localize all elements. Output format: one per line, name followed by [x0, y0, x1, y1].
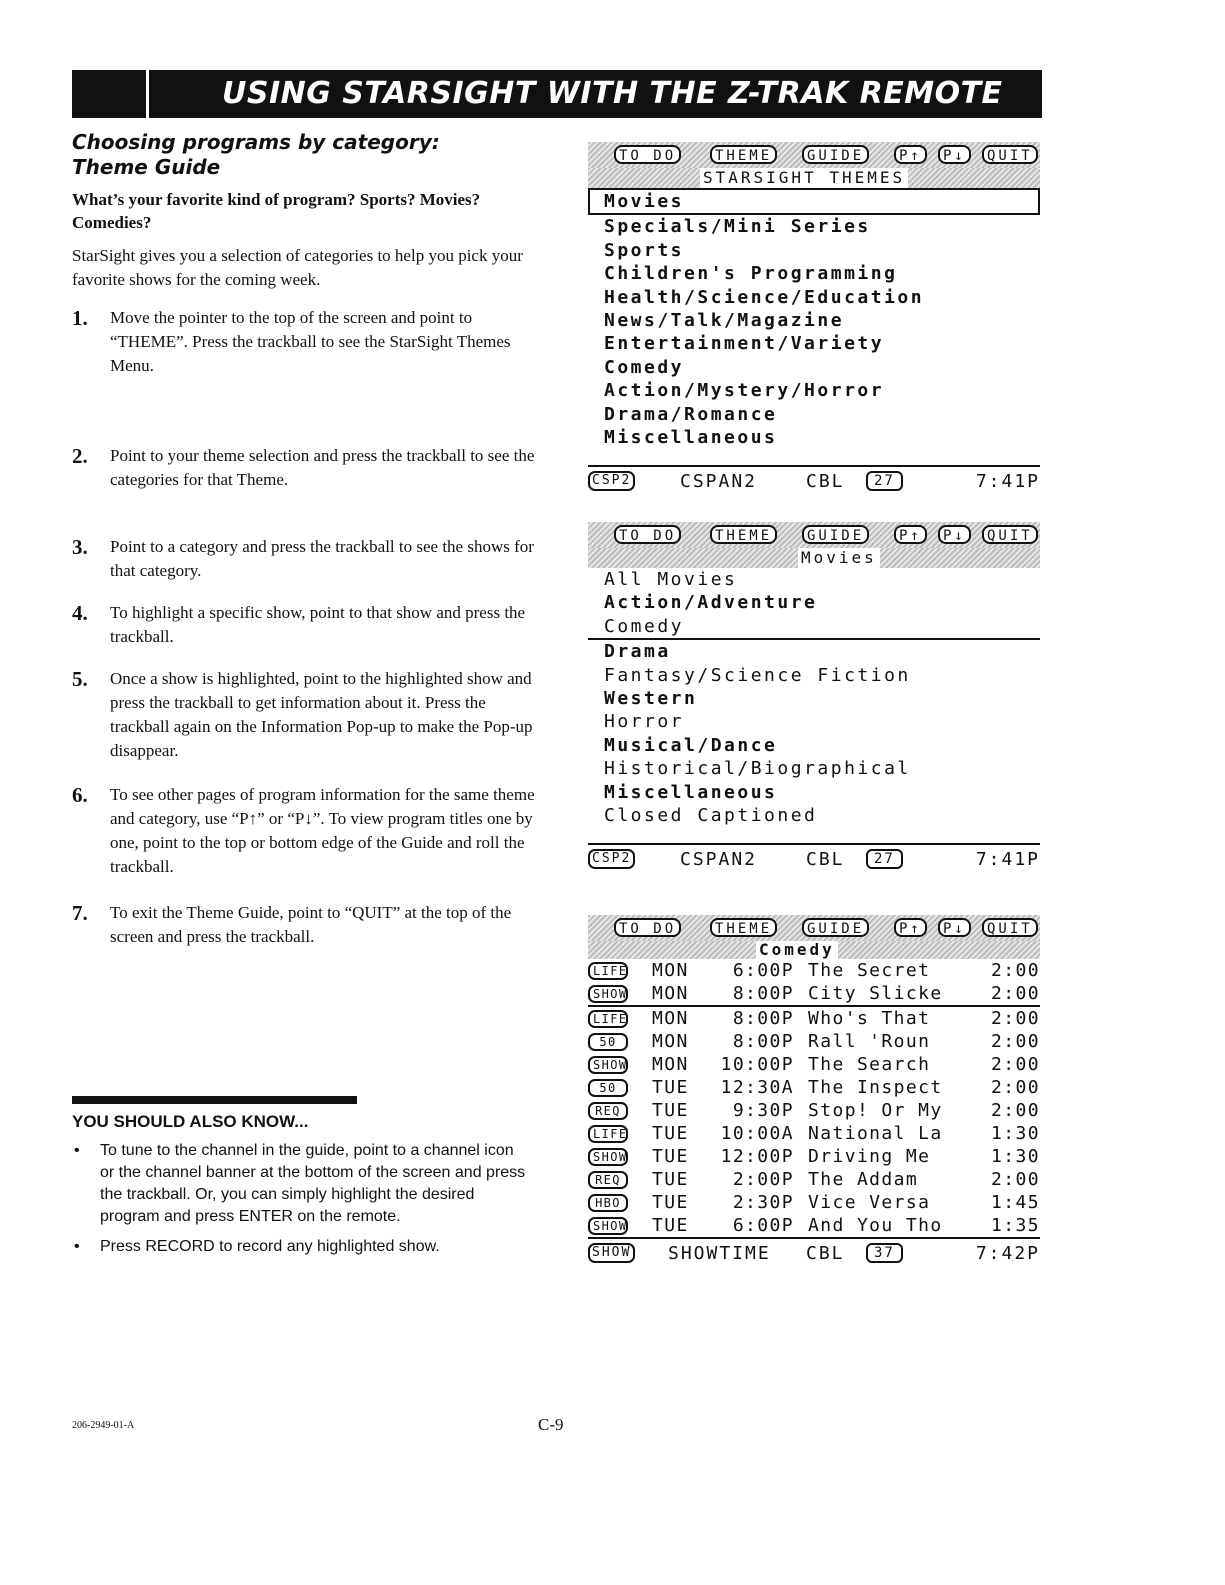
program-day: TUE [652, 1123, 689, 1144]
cable-label: CBL [806, 471, 845, 493]
program-time: 6:00P [732, 960, 794, 981]
clock: 7:41P [975, 471, 1040, 493]
step-3 [72, 535, 542, 583]
step-number: 5. [72, 667, 88, 691]
menu-bar [588, 915, 1040, 941]
program-duration: 1:45 [991, 1192, 1040, 1213]
list-item-text: Press RECORD to record any highlighted show. [100, 1238, 440, 1255]
theme-item[interactable]: News/Talk/Magazine [604, 310, 845, 332]
category-item[interactable]: Musical/Dance [604, 734, 778, 756]
table-row[interactable] [588, 1053, 1040, 1076]
table-row[interactable] [588, 1007, 1040, 1030]
step-text: To exit the Theme Guide, point to “QUIT” at the top of the screen and press the trackball. [110, 903, 512, 946]
guide-button[interactable]: GUIDE [802, 525, 869, 544]
program-title: The Search [808, 1054, 931, 1075]
channel-icon[interactable]: SHOW [588, 985, 628, 1003]
step-text: Move the pointer to the top of the screen and point to “THEME”. Press the trackball to see the StarSight Themes Menu. [110, 308, 511, 375]
step-text: Point to your theme selection and press the trackball to see the categories for that Theme. [110, 446, 535, 489]
program-time: 2:30P [732, 1192, 794, 1213]
menu-bar [588, 142, 1040, 168]
program-duration: 1:30 [991, 1123, 1040, 1144]
table-row[interactable] [588, 1191, 1040, 1214]
quit-button[interactable]: QUIT [982, 918, 1038, 937]
program-title: The Addam [808, 1169, 919, 1190]
step-number: 7. [72, 901, 88, 925]
step-text: Point to a category and press the trackball to see the shows for that category. [110, 537, 534, 580]
step-6 [72, 783, 542, 879]
theme-item[interactable]: Miscellaneous [604, 427, 778, 449]
program-duration: 2:00 [991, 1031, 1040, 1052]
program-day: MON [652, 1031, 689, 1052]
program-day: TUE [652, 1192, 689, 1213]
section-heading-line1: Choosing programs by category: [72, 130, 440, 154]
section-heading-line2: Theme Guide [72, 155, 221, 179]
section-intro [72, 130, 542, 292]
screen-title: Comedy [756, 941, 838, 959]
channel-icon[interactable]: LIFE [588, 1010, 628, 1028]
list-item [72, 1236, 532, 1258]
page-banner [72, 70, 1042, 118]
program-day: MON [652, 983, 689, 1004]
channel-icon[interactable]: HBO [588, 1194, 628, 1212]
page-number: C-9 [538, 1415, 564, 1434]
theme-item[interactable]: Specials/Mini Series [604, 216, 871, 238]
program-list [588, 959, 1040, 1239]
know-divider [72, 1096, 357, 1104]
table-row[interactable] [588, 1076, 1040, 1099]
program-title: The Inspect [808, 1077, 943, 1098]
channel-number: 27 [866, 471, 903, 491]
list-item-text: To tune to the channel in the guide, point to a channel icon or the channel banner at the bottom of the screen and press the trackball. Or, you can simply highlight the desired program and press ENTER on the remote. [100, 1142, 526, 1225]
page-title: USING STARSIGHT WITH THE Z-TRAK REMOTE [222, 76, 1003, 111]
step-5 [72, 667, 542, 763]
table-row[interactable] [588, 959, 1040, 982]
channel-name: CSPAN2 [680, 471, 758, 493]
bullet: • [74, 1142, 80, 1159]
movies-screen [588, 522, 1040, 875]
section-question: What’s your favorite kind of program? Sports? Movies? Comedies? [72, 190, 481, 232]
program-title: And You Tho [808, 1215, 943, 1236]
theme-item[interactable]: Children's Programming [604, 263, 898, 285]
step-number: 3. [72, 535, 88, 559]
program-duration: 2:00 [991, 960, 1040, 981]
program-time: 8:00P [732, 1008, 794, 1029]
channel-icon[interactable]: CSP2 [588, 471, 635, 491]
step-1 [72, 306, 542, 378]
theme-button[interactable]: THEME [710, 145, 777, 164]
program-title: National La [808, 1123, 943, 1144]
program-title: Who's That [808, 1008, 931, 1029]
program-time: 2:00P [732, 1169, 794, 1190]
category-item[interactable]: Miscellaneous [604, 781, 778, 803]
screen-title-bar [588, 941, 1040, 959]
page-down-button[interactable]: P↓ [938, 525, 971, 544]
document-code: 206-2949-01-A [72, 1420, 135, 1431]
cable-label: CBL [806, 1243, 845, 1264]
program-time: 8:00P [732, 1031, 794, 1052]
menu-bar [588, 522, 1040, 548]
theme-item[interactable]: Sports [604, 239, 685, 261]
program-day: MON [652, 1008, 689, 1029]
channel-icon[interactable]: REQ [588, 1102, 628, 1120]
channel-number: 27 [866, 849, 903, 869]
program-time: 6:00P [732, 1215, 794, 1236]
table-row[interactable] [588, 1099, 1040, 1122]
category-item[interactable]: Western [604, 688, 698, 710]
channel-icon[interactable]: SHOW [588, 1056, 628, 1074]
program-title: Stop! Or My [808, 1100, 943, 1121]
comedy-listing-screen [588, 915, 1040, 1263]
step-text: To highlight a specific show, point to that show and press the trackball. [110, 603, 526, 646]
theme-item[interactable]: Comedy [604, 356, 685, 378]
category-item[interactable]: Fantasy/Science Fiction [604, 664, 911, 686]
program-time: 12:30A [720, 1077, 794, 1098]
table-row[interactable] [588, 1122, 1040, 1145]
category-item[interactable]: Historical/Biographical [604, 758, 911, 780]
channel-icon[interactable]: 50 [588, 1033, 628, 1051]
program-day: MON [652, 1054, 689, 1075]
step-2 [72, 444, 542, 492]
screen-title-bar [588, 168, 1040, 188]
banner-divider [146, 70, 149, 118]
todo-button[interactable]: TO DO [614, 918, 681, 937]
guide-button[interactable]: GUIDE [802, 145, 869, 164]
program-title: The Secret [808, 960, 931, 981]
program-time: 10:00P [720, 1054, 794, 1075]
channel-icon[interactable]: LIFE [588, 962, 628, 980]
page-up-button[interactable]: P↑ [894, 918, 927, 937]
screen-title-bar [588, 548, 1040, 568]
list-item [72, 1140, 532, 1228]
quit-button[interactable]: QUIT [982, 525, 1038, 544]
program-duration: 2:00 [991, 1169, 1040, 1190]
program-day: TUE [652, 1169, 689, 1190]
step-7 [72, 901, 542, 949]
theme-button[interactable]: THEME [710, 918, 777, 937]
clock: 7:41P [975, 849, 1040, 871]
program-duration: 1:35 [991, 1215, 1040, 1236]
channel-icon[interactable]: 50 [588, 1079, 628, 1097]
know-list [72, 1140, 532, 1266]
step-text: Once a show is highlighted, point to the highlighted show and press the trackball to get information about it. Press the trackball again on the Information Pop-up to make the Pop-up disappear. [110, 669, 533, 760]
program-duration: 1:30 [991, 1146, 1040, 1167]
step-4 [72, 601, 542, 649]
screen-title: STARSIGHT THEMES [700, 168, 908, 188]
category-item[interactable]: Drama [604, 641, 671, 663]
program-time: 10:00A [720, 1123, 794, 1144]
channel-banner[interactable] [588, 465, 1040, 497]
program-title: Driving Me [808, 1146, 931, 1167]
page-down-button[interactable]: P↓ [938, 145, 971, 164]
theme-item[interactable]: Health/Science/Education [604, 286, 925, 308]
todo-button[interactable]: TO DO [614, 525, 681, 544]
channel-icon[interactable]: CSP2 [588, 849, 635, 869]
category-item[interactable]: Horror [604, 711, 685, 733]
todo-button[interactable]: TO DO [614, 145, 681, 164]
program-time: 9:30P [732, 1100, 794, 1121]
program-day: TUE [652, 1077, 689, 1098]
program-day: TUE [652, 1215, 689, 1236]
channel-icon[interactable]: LIFE [588, 1125, 628, 1143]
theme-item[interactable]: Action/Mystery/Horror [604, 380, 885, 402]
program-title: Rall 'Roun [808, 1031, 931, 1052]
program-time: 8:00P [732, 983, 794, 1004]
category-item[interactable]: Closed Captioned [604, 805, 818, 827]
channel-name: SHOWTIME [668, 1243, 771, 1264]
channel-number: 37 [866, 1243, 903, 1263]
page-down-button[interactable]: P↓ [938, 918, 971, 937]
program-duration: 2:00 [991, 983, 1040, 1004]
channel-icon[interactable]: SHOW [588, 1148, 628, 1166]
step-number: 6. [72, 783, 88, 807]
channel-banner[interactable] [588, 843, 1040, 875]
themes-screen [588, 142, 1040, 497]
table-row[interactable] [588, 1214, 1040, 1239]
channel-banner[interactable] [588, 1239, 1040, 1263]
table-row[interactable] [588, 1030, 1040, 1053]
channel-name: CSPAN2 [680, 849, 758, 871]
program-duration: 2:00 [991, 1077, 1040, 1098]
know-heading: YOU SHOULD ALSO KNOW... [72, 1112, 309, 1131]
table-row[interactable] [588, 1145, 1040, 1168]
channel-icon[interactable]: SHOW [588, 1243, 635, 1263]
bullet: • [74, 1238, 80, 1255]
program-day: TUE [652, 1100, 689, 1121]
theme-button[interactable]: THEME [710, 525, 777, 544]
step-number: 4. [72, 601, 88, 625]
program-title: Vice Versa [808, 1192, 931, 1213]
program-time: 12:00P [720, 1146, 794, 1167]
category-item[interactable]: Action/Adventure [604, 592, 818, 614]
theme-item[interactable]: Drama/Romance [604, 403, 778, 425]
quit-button[interactable]: QUIT [982, 145, 1038, 164]
theme-item[interactable]: Movies [588, 188, 1040, 215]
clock: 7:42P [975, 1243, 1040, 1264]
page-up-button[interactable]: P↑ [894, 145, 927, 164]
program-title: City Slicke [808, 983, 943, 1004]
program-duration: 2:00 [991, 1054, 1040, 1075]
cable-label: CBL [806, 849, 845, 871]
category-item-selected[interactable]: Comedy [588, 615, 1040, 640]
step-number: 1. [72, 306, 88, 330]
program-duration: 2:00 [991, 1008, 1040, 1029]
table-row-highlighted[interactable] [588, 982, 1040, 1007]
table-row[interactable] [588, 1168, 1040, 1191]
theme-item[interactable]: Entertainment/Variety [604, 333, 885, 355]
channel-icon[interactable]: SHOW [588, 1217, 628, 1235]
section-intro-text: StarSight gives you a selection of categories to help you pick your favorite shows for the coming week. [72, 246, 523, 289]
step-number: 2. [72, 444, 88, 468]
program-day: MON [652, 960, 689, 981]
program-day: TUE [652, 1146, 689, 1167]
page-up-button[interactable]: P↑ [894, 525, 927, 544]
channel-icon[interactable]: REQ [588, 1171, 628, 1189]
category-item[interactable]: All Movies [604, 569, 738, 590]
step-text: To see other pages of program information for the same theme and category, use “P↑” or “P↓”. To view program titles one by one, point to the top or bottom edge of the Guide and roll the trackball. [110, 785, 535, 876]
guide-button[interactable]: GUIDE [802, 918, 869, 937]
program-duration: 2:00 [991, 1100, 1040, 1121]
screen-title: Movies [798, 548, 880, 568]
